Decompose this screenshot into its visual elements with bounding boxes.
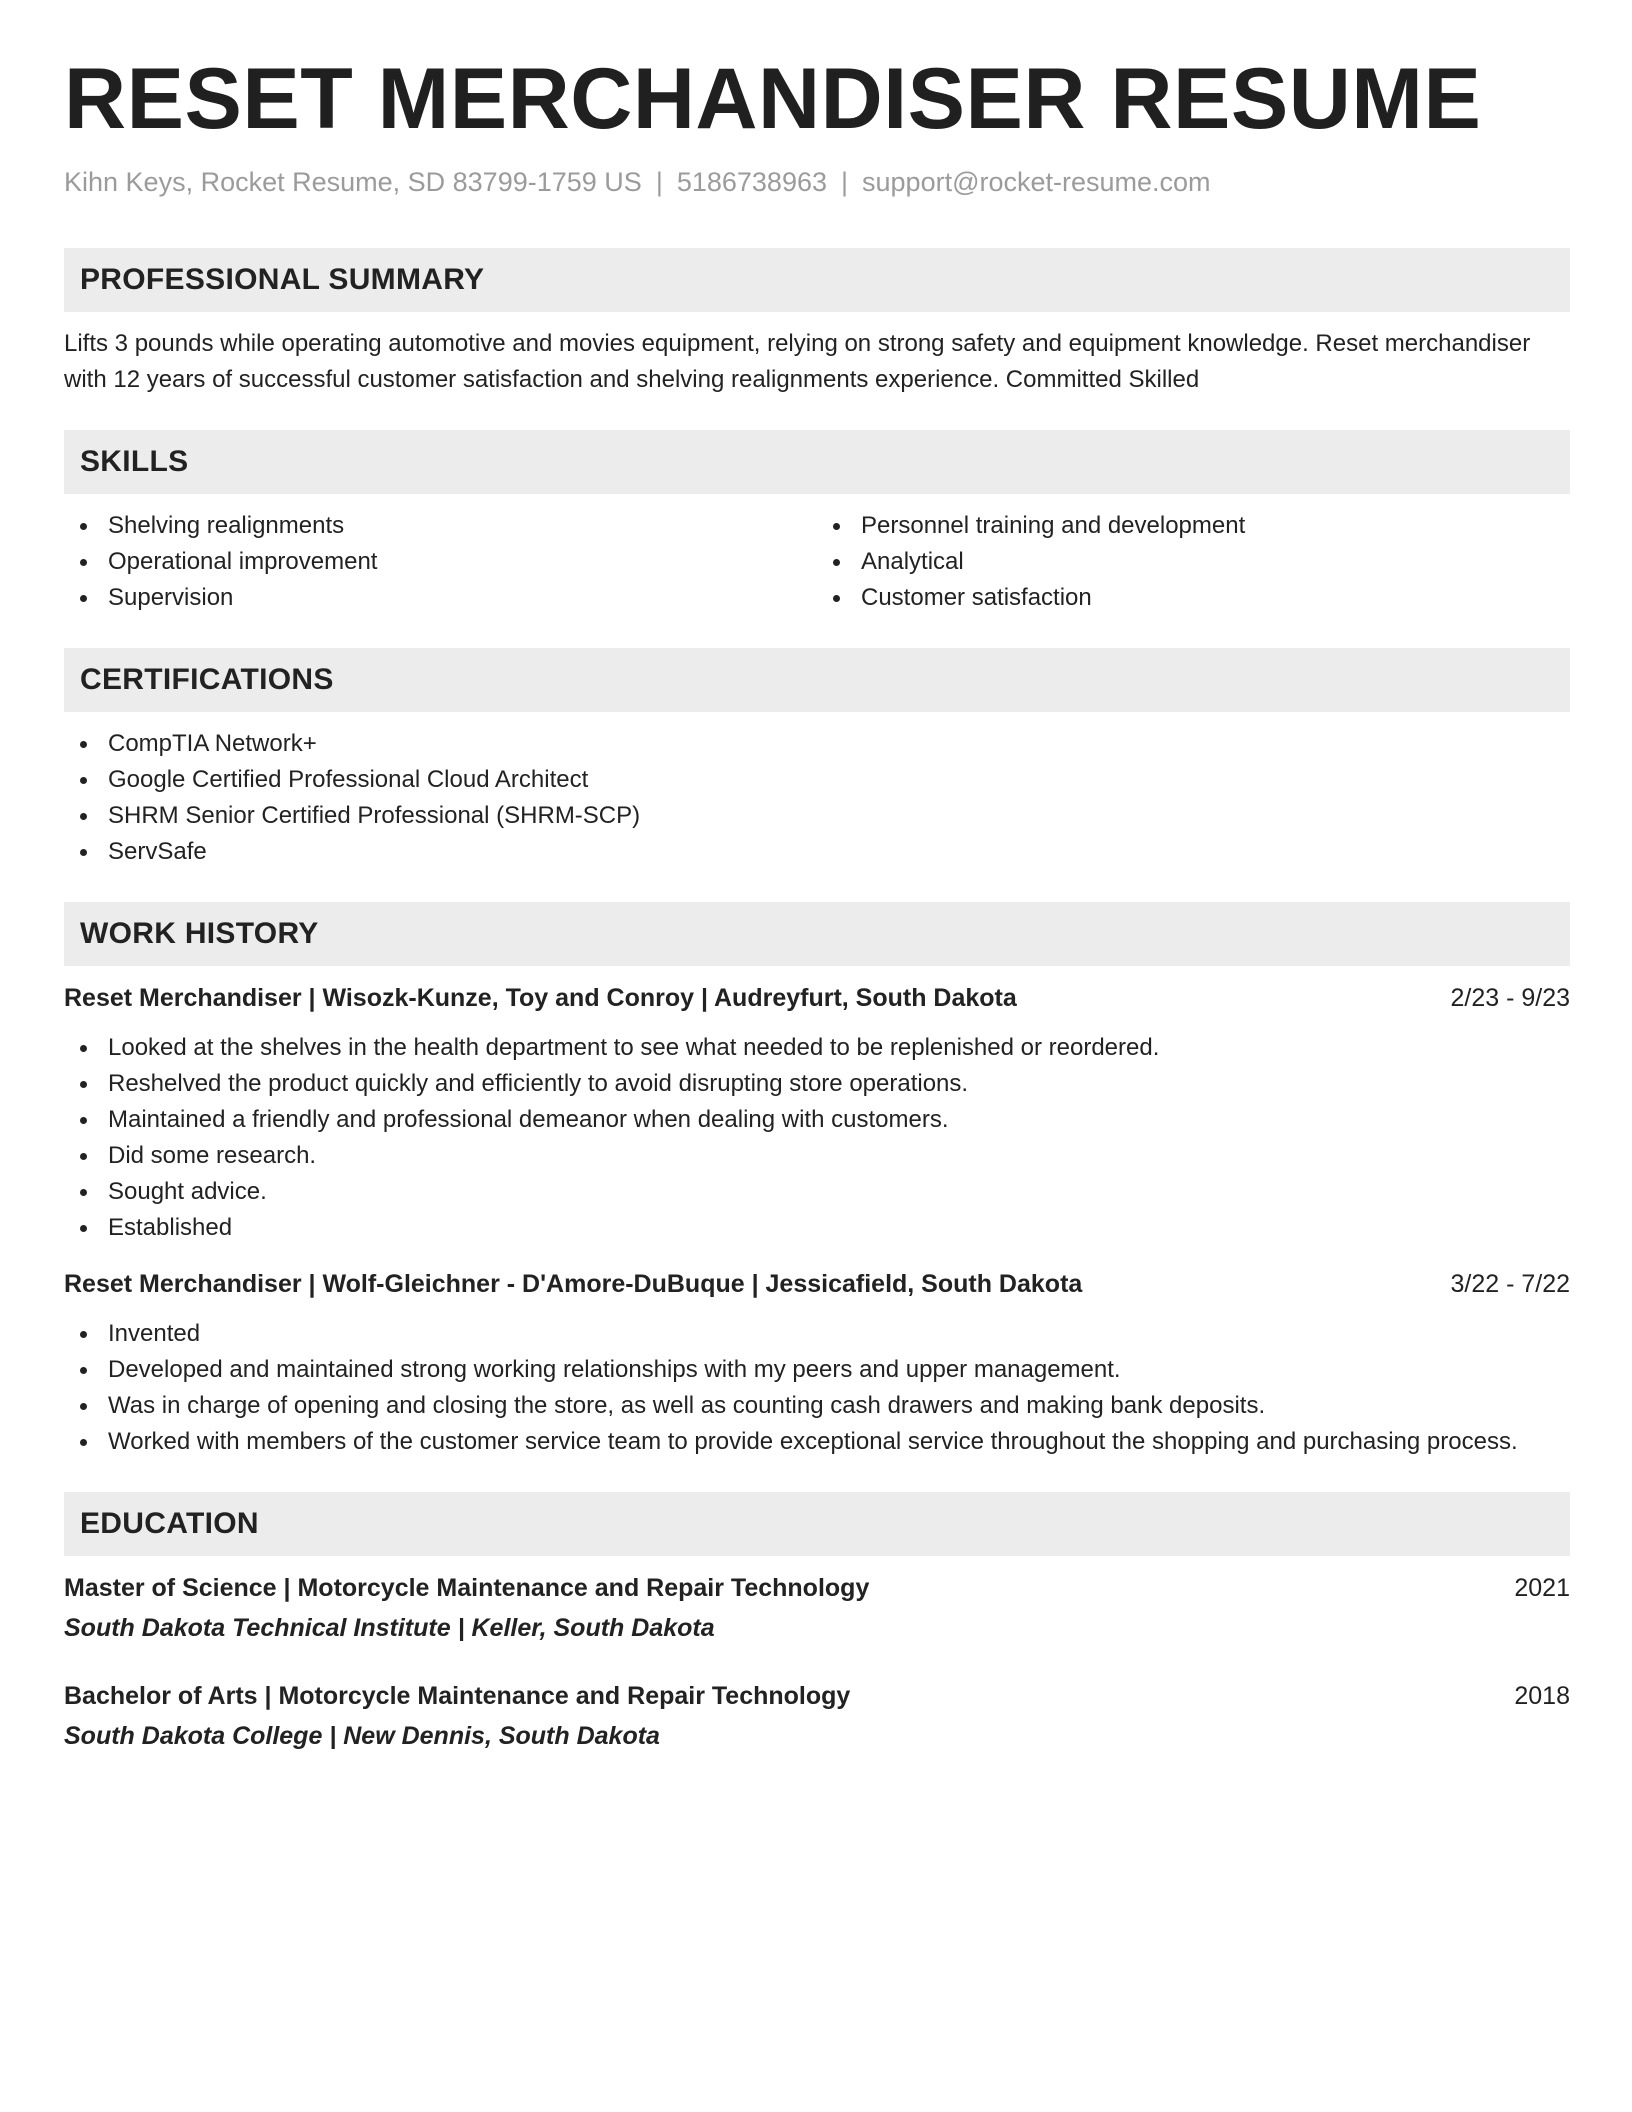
section-header-certifications: CERTIFICATIONS <box>64 648 1570 712</box>
job-bullets <box>64 1030 1570 1246</box>
skill-item: Shelving realignments <box>64 508 817 544</box>
resume-page <box>64 51 1570 1754</box>
skills-list-left <box>64 508 817 616</box>
job-bullet: Looked at the shelves in the health department to see what needed to be replenished or reordered. <box>64 1030 1570 1066</box>
job-bullet: Worked with members of the customer service team to provide exceptional service throughout the shopping and purchasing process. <box>64 1424 1570 1460</box>
job-bullet: Was in charge of opening and closing the store, as well as counting cash drawers and making bank deposits. <box>64 1388 1570 1424</box>
skills-column-left <box>64 508 817 616</box>
contact-line <box>64 166 1570 198</box>
certifications-list <box>64 726 1570 870</box>
skills-grid <box>64 508 1570 616</box>
job-entry <box>64 1266 1570 1460</box>
job-bullet: Reshelved the product quickly and efficiently to avoid disrupting store operations. <box>64 1066 1570 1102</box>
skill-item: Customer satisfaction <box>817 580 1570 616</box>
job-bullet: Invented <box>64 1316 1570 1352</box>
job-dates: 2/23 - 9/23 <box>1450 984 1570 1013</box>
section-header-education: EDUCATION <box>64 1492 1570 1556</box>
education-degree: Master of Science | Motorcycle Maintenance and Repair Technology <box>64 1574 870 1603</box>
skill-item: Analytical <box>817 544 1570 580</box>
skill-item: Supervision <box>64 580 817 616</box>
contact-separator: | <box>841 167 849 197</box>
education-year: 2021 <box>1514 1574 1570 1603</box>
job-heading <box>64 1266 1570 1302</box>
resume-title: RESET MERCHANDISER RESUME <box>64 51 1482 147</box>
skills-column-right <box>817 508 1570 616</box>
job-bullet: Established <box>64 1210 1570 1246</box>
certification-item: CompTIA Network+ <box>64 726 1570 762</box>
job-bullets <box>64 1316 1570 1460</box>
job-title: Reset Merchandiser | Wisozk-Kunze, Toy and Conroy | Audreyfurt, South Dakota <box>64 984 1017 1013</box>
education-school: South Dakota Technical Institute | Keller, South Dakota <box>64 1614 715 1643</box>
job-bullet: Developed and maintained strong working relationships with my peers and upper management. <box>64 1352 1570 1388</box>
job-bullet: Did some research. <box>64 1138 1570 1174</box>
job-heading <box>64 980 1570 1016</box>
certification-item: ServSafe <box>64 834 1570 870</box>
contact-email: support@rocket-resume.com <box>862 167 1211 197</box>
summary-text: Lifts 3 pounds while operating automotive and movies equipment, relying on strong safety and equipment knowledge. Reset merchandiser with 12 years of successful customer satisfaction and shelving realignments experience. Committed Skilled <box>64 330 1531 394</box>
education-heading <box>64 1678 1570 1714</box>
skill-item: Personnel training and development <box>817 508 1570 544</box>
education-school: South Dakota College | New Dennis, South Dakota <box>64 1722 660 1751</box>
education-entry <box>64 1678 1570 1754</box>
job-bullet: Sought advice. <box>64 1174 1570 1210</box>
contact-separator: | <box>655 167 663 197</box>
section-header-summary: PROFESSIONAL SUMMARY <box>64 248 1570 312</box>
job-title: Reset Merchandiser | Wolf-Gleichner - D'Amore-DuBuque | Jessicafield, South Dakota <box>64 1270 1083 1299</box>
section-header-skills: SKILLS <box>64 430 1570 494</box>
section-header-work-history: WORK HISTORY <box>64 902 1570 966</box>
skills-list-right <box>817 508 1570 616</box>
job-entry <box>64 980 1570 1246</box>
contact-address: Kihn Keys, Rocket Resume, SD 83799-1759 US <box>64 167 642 197</box>
contact-phone: 5186738963 <box>676 167 827 197</box>
education-year: 2018 <box>1514 1682 1570 1711</box>
job-dates: 3/22 - 7/22 <box>1450 1270 1570 1299</box>
certification-item: SHRM Senior Certified Professional (SHRM-SCP) <box>64 798 1570 834</box>
job-bullet: Maintained a friendly and professional demeanor when dealing with customers. <box>64 1102 1570 1138</box>
certification-item: Google Certified Professional Cloud Architect <box>64 762 1570 798</box>
education-entry <box>64 1570 1570 1646</box>
education-degree: Bachelor of Arts | Motorcycle Maintenance and Repair Technology <box>64 1682 851 1711</box>
skill-item: Operational improvement <box>64 544 817 580</box>
education-heading <box>64 1570 1570 1606</box>
